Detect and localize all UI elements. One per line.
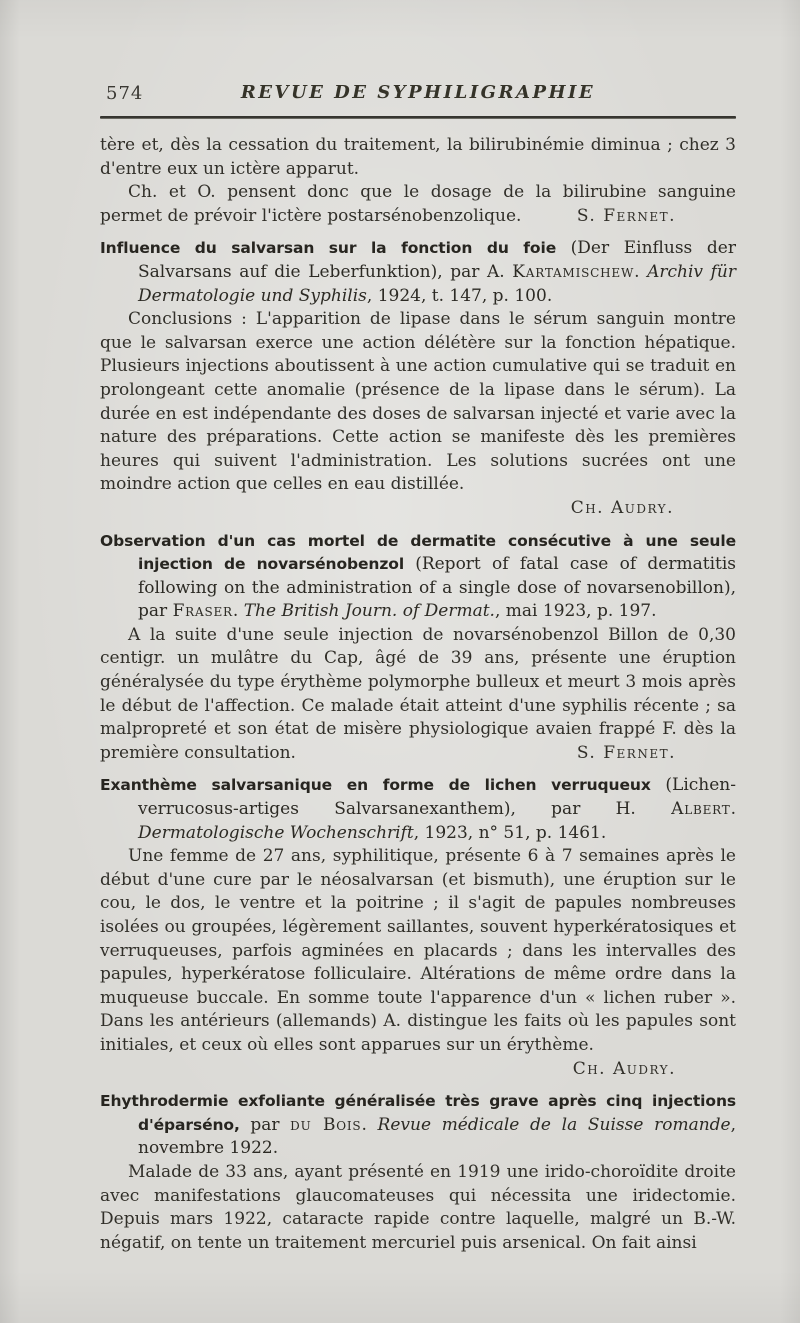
reviewer-signature: S. Fernet. <box>576 205 676 226</box>
abstract-entry-3 <box>100 774 736 1081</box>
entry-heading: Influence du salvarsan sur la fonction du foie (Der Einfluss der Salvarsans auf die Leberfunktion), par A. Kartamischew. Archiv für Dermatologie und Syphilis, 1924, t. 147, p. 100. <box>100 238 737 306</box>
entry-heading: Exanthème salvarsanique en forme de lichen verruqueux (Lichen-verrucosus-artiges Salvarsanexanthem), par H. Albert. Dermatologische Wochenschrift, 1923, n° 51, p. 1461. <box>100 775 736 843</box>
running-head <box>100 82 736 106</box>
entry-body: Conclusions : L'apparition de lipase dans le sérum sanguin montre que le salvarsan exerce une action délétère sur la fonction hépatique. Plusieurs injections aboutissent à une action cumulative qui se traduit en prolongeant cette anomalie (présence de la lipase dans le sérum). La durée en est indépendante des doses de salvarsan injecté et varie avec la nature des préparations. Cette action se manifeste dès les premières heures qui suivent l'administration. Les solutions sucrées ont une moindre action que celles en eau distillée. <box>100 309 736 495</box>
reviewer-signature: Ch. Audry. <box>570 497 674 518</box>
entry-heading: Ehythrodermie exfoliante généralisée très grave après cinq injections d'éparséno, par du Bois. Revue médicale de la Suisse romande, novembre 1922. <box>100 1092 737 1159</box>
entry-body <box>100 845 736 1081</box>
entry-body-text: Une femme de 27 ans, syphilitique, présente 6 à 7 semaines après le début d'une cure par le néosalvarsan (et bismuth), une éruption sur le cou, le dos, le ventre et la poitrine ; il s'agit de papules nombreuses isolées ou groupées, légèrement saillantes, souvent hyperkératosiques et verruqueuses, parfois agminées en placards ; dans les intervalles des papules, hyperkératose folliculaire. Altérations de même ordre dans la muqueuse buccale. En somme toute l'apparence d'un « lichen ruber ». Dans les antérieurs (allemands) A. distingue les faits où les papules sont initiales, et ceux où elles sont apparues sur un érythème. <box>100 846 736 1055</box>
signature-line <box>100 497 736 521</box>
paragraph-continuation: tère et, dès la cessation du traitement, la bilirubinémie diminua ; chez 3 d'entre eux un ictère apparut. <box>100 135 736 179</box>
paragraph-intro-conclusion <box>100 181 736 228</box>
abstract-entry-1 <box>100 237 736 520</box>
page-body <box>100 134 736 1255</box>
entry-body: Malade de 33 ans, ayant présenté en 1919 une irido-choroïdite droite avec manifestations glaucomateuses qui nécessita une iridectomie. Depuis mars 1922, cataracte rapide contre laquelle, malgré un B.-W. négatif, on tente un traitement mercuriel puis arsenical. On fait ainsi <box>100 1161 736 1253</box>
entry-body <box>100 624 736 766</box>
abstract-entry-2 <box>100 530 736 766</box>
reviewer-signature: S. Fernet. <box>576 742 676 763</box>
running-title: REVUE DE SYPHILIGRAPHIE <box>240 82 596 103</box>
paragraph-text: Ch. et O. pensent donc que le dosage de la bilirubine sanguine permet de prévoir l'ictère postarsénobenzolique. <box>100 182 736 226</box>
page-number: 574 <box>106 83 144 104</box>
entry-heading: Observation d'un cas mortel de dermatite consécutive à une seule injection de novarsénobenzol (Report of fatal case of dermatitis following on the administration of a single dose of novarsenobillon), par Fraser. The British Journ. of Dermat., mai 1923, p. 197. <box>100 531 736 622</box>
reviewer-signature: Ch. Audry. <box>572 1058 676 1079</box>
text-column <box>100 82 736 1255</box>
header-rule <box>100 116 736 119</box>
abstract-entry-4 <box>100 1090 736 1255</box>
entry-body-text: A la suite d'une seule injection de novarsénobenzol Billon de 0,30 centigr. un mulâtre du Cap, âgé de 39 ans, présente une éruption généralysée du type érythème polymorphe bulleux et meurt 3 mois après le début de l'affection. Ce malade était atteint d'une syphilis récente ; sa malpropreté et son état de misère physiologique avaien frappé F. dès la première consultation. <box>100 624 736 763</box>
